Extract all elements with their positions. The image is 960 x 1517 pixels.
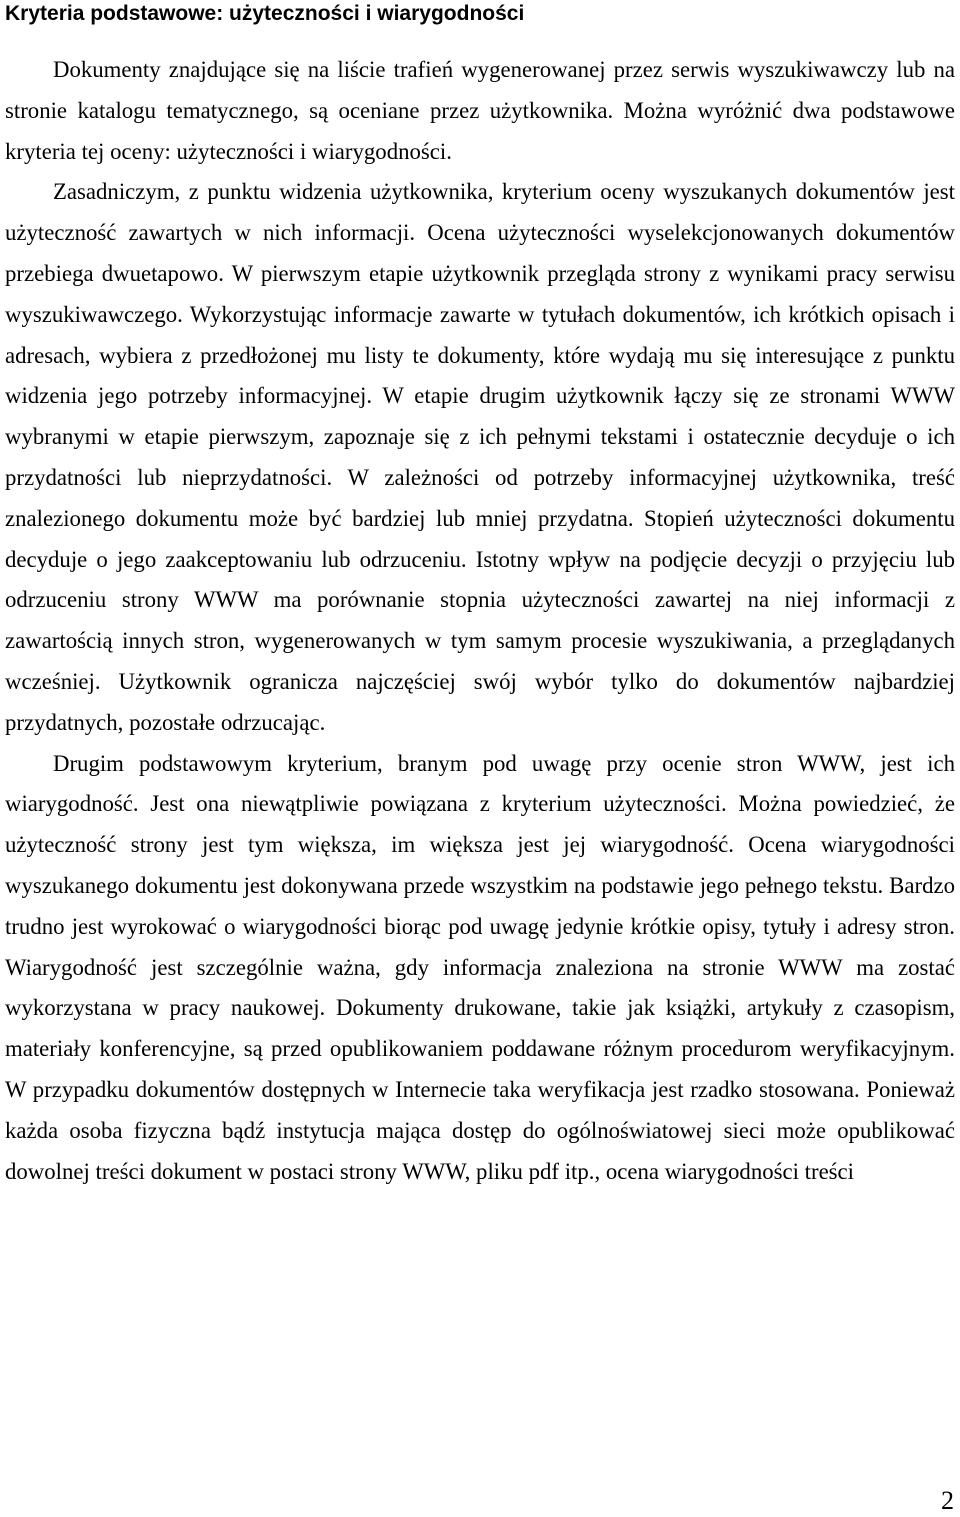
page-number: 2 (941, 1486, 954, 1515)
paragraph-credibility: Drugim podstawowym kryterium, branym pod uwagę przy ocenie stron WWW, jest ich wiarygodność. Jest ona niewątpliwie powiązana z kryterium użyteczności. Można powiedzieć, że użyteczność strony jest tym większa, im większa jest jej wiarygodność. Ocena wiarygodności wyszukanego dokumentu jest dokonywana przede wszystkim na podstawie jego pełnego tekstu. Bardzo trudno jest wyrokować o wiarygodności biorąc pod uwagę jedynie krótkie opisy, tytuły i adresy stron. Wiarygodność jest szczególnie ważna, gdy informacja znaleziona na stronie WWW ma zostać wykorzystana w pracy naukowej. Dokumenty drukowane, takie jak książki, artykuły z czasopism, materiały konferencyjne, są przed opublikowaniem poddawane różnym procedurom weryfikacyjnym. W przypadku dokumentów dostępnych w Internecie taka weryfikacja jest rzadko stosowana. Ponieważ każda osoba fizyczna bądź instytucja mająca dostęp do ogólnoświatowej sieci może opublikować dowolnej treści dokument w postaci strony WWW, pliku pdf itp., ocena wiarygodności treści (5, 750, 955, 1184)
section-heading: Kryteria podstawowe: użyteczności i wiarygodności (5, 2, 525, 25)
document-page (5, 0, 955, 1192)
paragraph-usefulness: Zasadniczym, z punktu widzenia użytkownika, kryterium oceny wyszukanych dokumentów jest użyteczność zawartych w nich informacji. Ocena użyteczności wyselekcjonowanych dokumentów przebiega dwuetapowo. W pierwszym etapie użytkownik przegląda strony z wynikami pracy serwisu wyszukiwawczego. Wykorzystując informacje zawarte w tytułach dokumentów, ich krótkich opisach i adresach, wybiera z przedłożonej mu listy te dokumenty, które wydają mu się interesujące z punktu widzenia jego potrzeby informacyjnej. W etapie drugim użytkownik łączy się ze stronami WWW wybranymi w etapie pierwszym, zapoznaje się z ich pełnymi tekstami i ostatecznie decyduje o ich przydatności lub nieprzydatności. W zależności od potrzeby informacyjnej użytkownika, treść znalezionego dokumentu może być bardziej lub mniej przydatna. Stopień użyteczności dokumentu decyduje o jego zaakceptowaniu lub odrzuceniu. Istotny wpływ na podjęcie decyzji o przyjęciu lub odrzuceniu strony WWW ma porównanie stopnia użyteczności zawartej na niej informacji z zawartością innych stron, wygenerowanych w tym samym procesie wyszukiwania, a przeglądanych wcześniej. Użytkownik ogranicza najczęściej swój wybór tylko do dokumentów najbardziej przydatnych, pozostałe odrzucając. (5, 179, 955, 735)
paragraph-intro: Dokumenty znajdujące się na liście trafień wygenerowanej przez serwis wyszukiwawczy lub na stronie katalogu tematycznego, są oceniane przez użytkownika. Można wyróżnić dwa podstawowe kryteria tej oceny: użyteczności i wiarygodności. (5, 57, 955, 164)
